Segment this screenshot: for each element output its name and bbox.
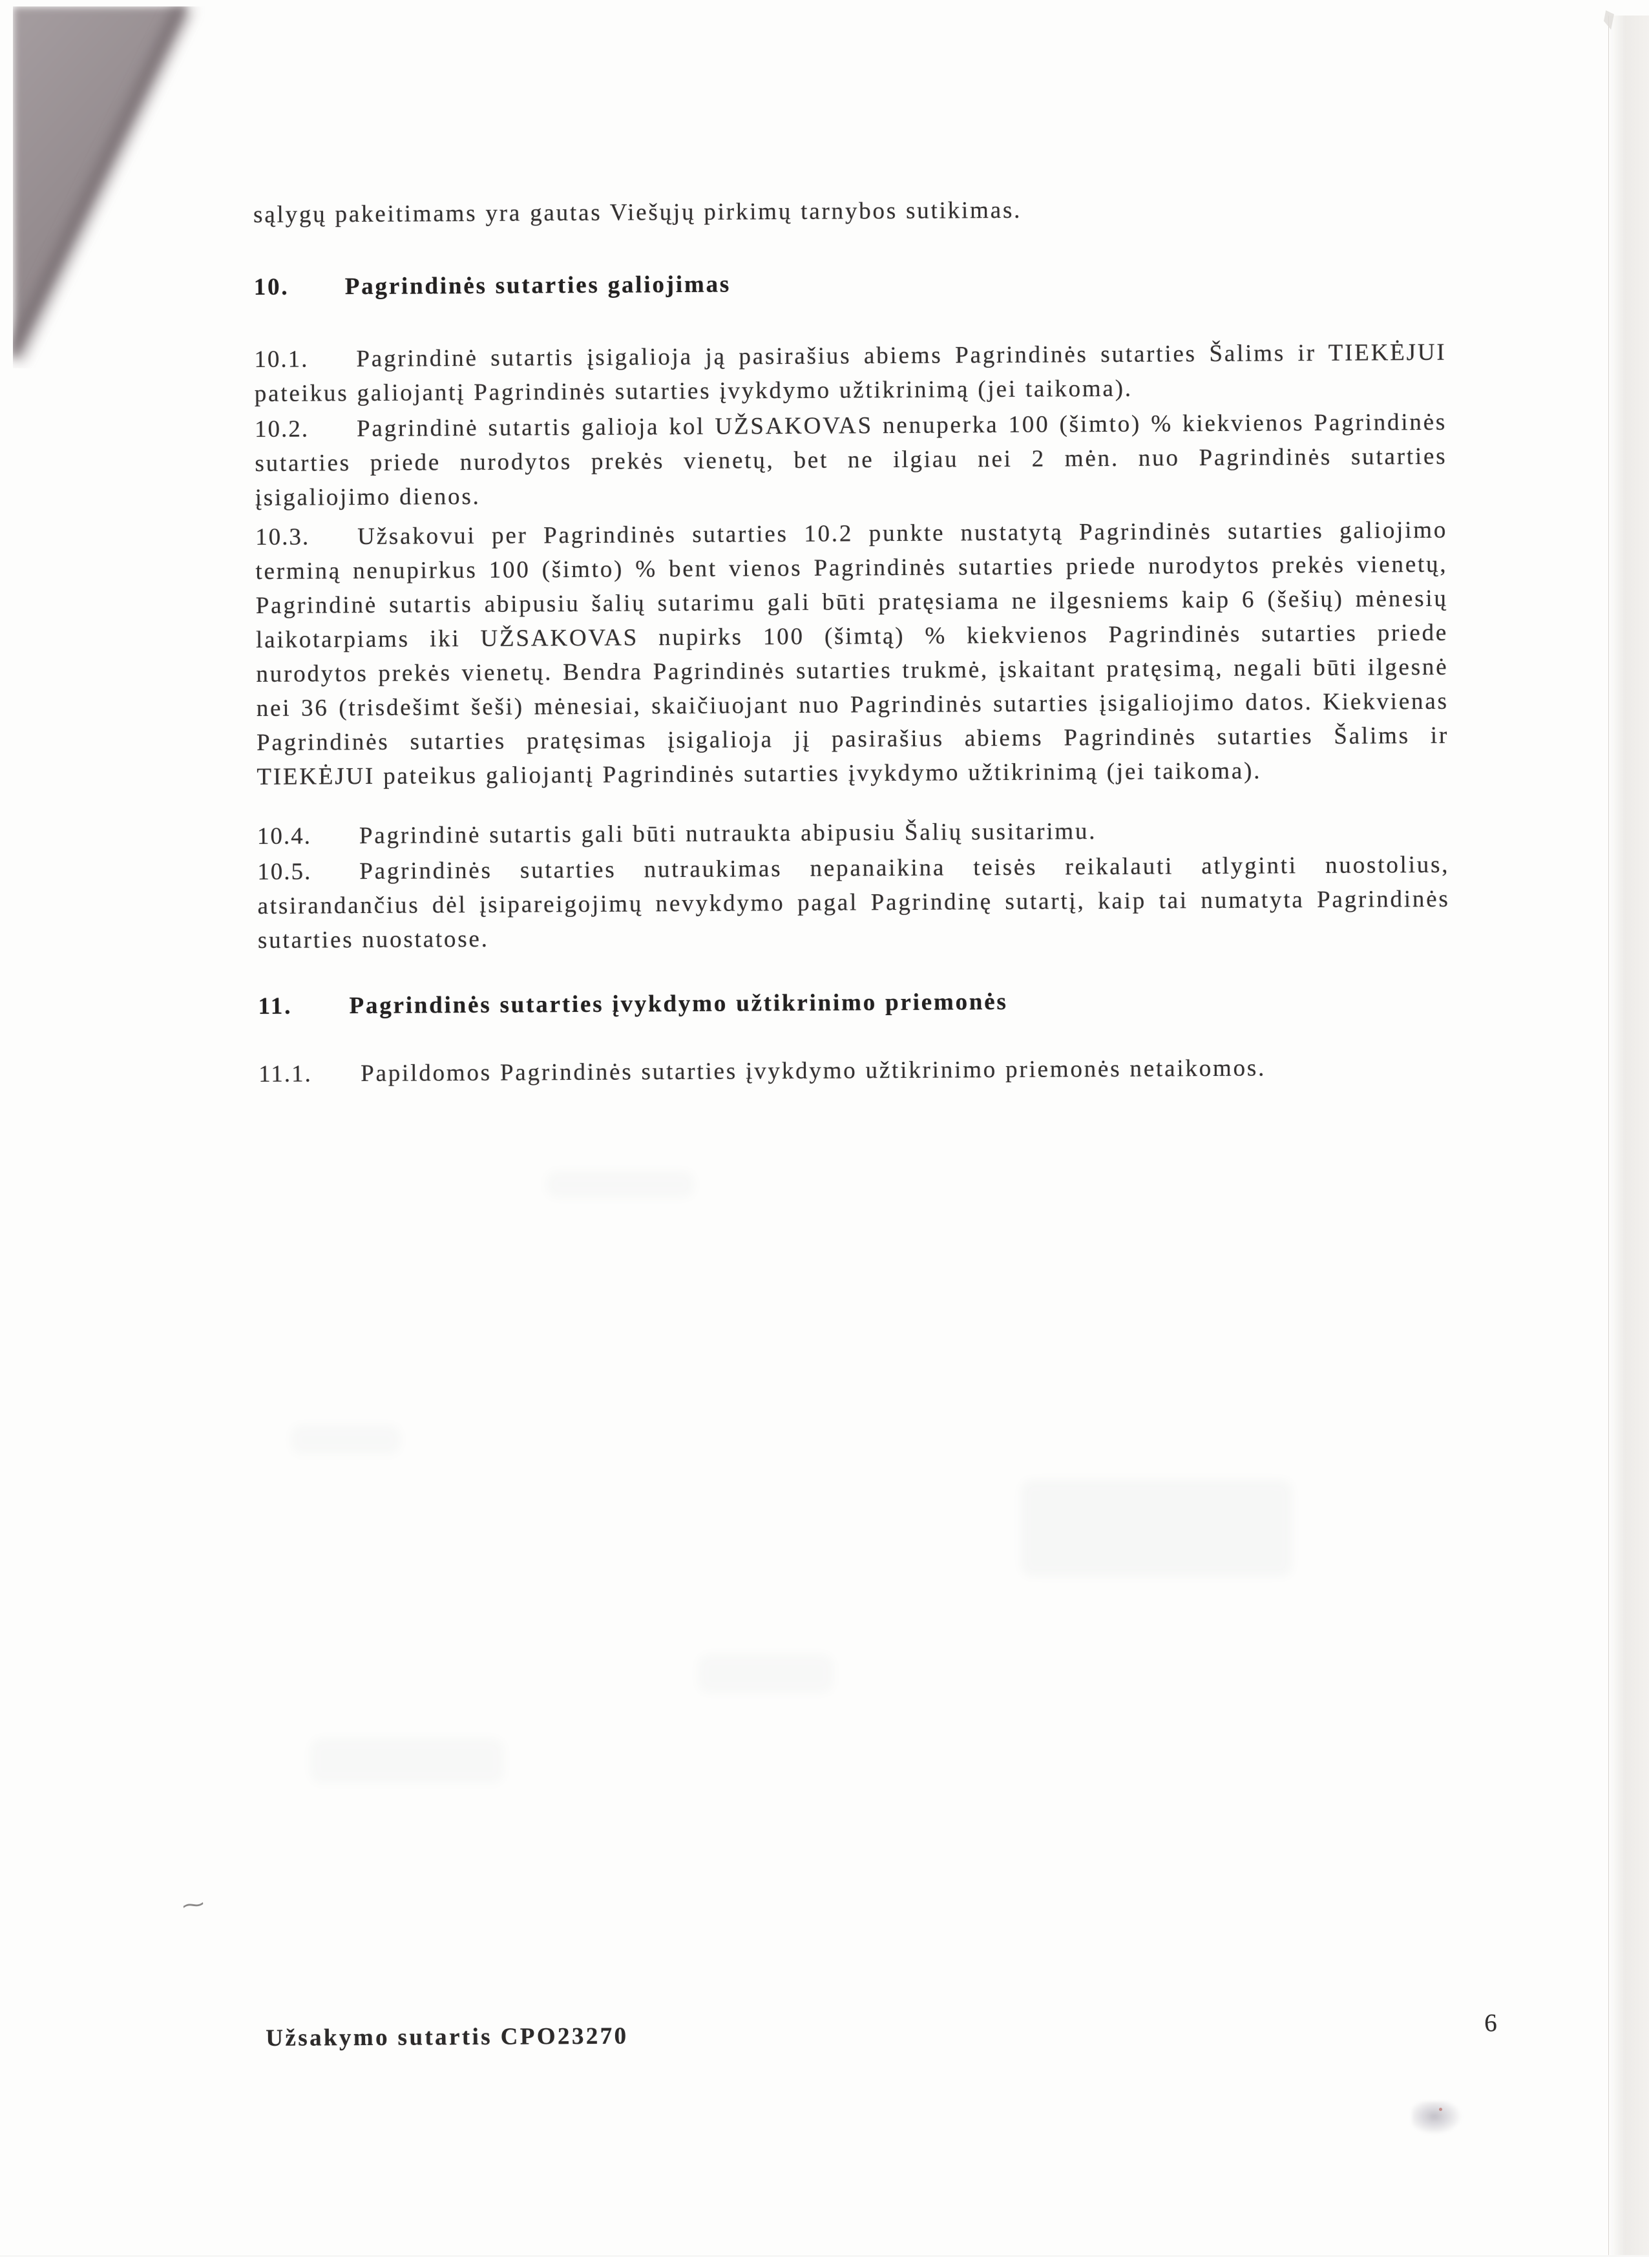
section-title: Pagrindinės sutarties įvykdymo užtikrinimo priemonės <box>349 988 1008 1020</box>
section-11-heading <box>258 982 1450 1024</box>
clause-10-3 <box>255 513 1449 794</box>
clause-10-5 <box>257 848 1450 958</box>
clause-number: 10.1. <box>254 346 309 373</box>
clause-text: Pagrindinė sutartis galioja kol UŽSAKOVAS nenuperka 100 (šimto) % kiekvienos Pagrindinės sutarties priede nurodytos prekės vienetų, bet ne ilgiau nei 2 mėn. nuo Pagrindinės sutarties įsigaliojimo dienos. <box>255 408 1447 512</box>
section-title: Pagrindinės sutarties galiojimas <box>344 271 731 300</box>
section-number: 10. <box>253 273 289 301</box>
clause-number: 10.3. <box>255 523 310 551</box>
clause-text: Pagrindinė sutartis įsigalioja ją pasirašius abiems Pagrindinės sutarties Šalims ir TIEKĖJUI pateikus galiojantį Pagrindinės sutarties įvykdymo užtikrinimą (jei taikoma). <box>254 339 1447 408</box>
section-10-heading <box>254 263 1446 304</box>
clause-text: Pagrindinė sutartis gali būti nutraukta abipusiu Šalių susitarimu. <box>359 818 1097 850</box>
page-number: 6 <box>1484 2009 1497 2037</box>
footer-document-label: Užsakymo sutartis CPO23270 <box>266 2022 629 2052</box>
clause-10-2 <box>255 405 1447 515</box>
intro-paragraph: sąlygų pakeitimams yra gautas Viešųjų pirkimų tarnybos sutikimas. <box>253 196 1022 229</box>
clause-number: 11.1. <box>258 1060 312 1088</box>
clause-text: Pagrindinės sutarties nutraukimas nepanaikina teisės reikalauti atlyginti nuostolius, atsirandančius dėl įsipareigojimų nevykdymo pagal Pagrindinę sutartį, kaip tai numatyta Pagrindinės sutarties nuostatose. <box>257 851 1450 954</box>
clause-text: Papildomos Pagrindinės sutarties įvykdymo užtikrinimo priemonės netaikomos. <box>361 1055 1266 1087</box>
clause-text: Užsakovui per Pagrindinės sutarties 10.2 punkte nustatytą Pagrindinės sutarties galiojimo terminą nenupirkus 100 (šimto) % bent vienos Pagrindinės sutarties priede nurodytos prekės vienetų, Pagrindinė sutartis abipusiu šalių sutarimu gali būti pratęsiama ne ilgesniems kaip 6 (šešių) mėnesių laikotarpiams iki UŽSAKOVAS nupirks 100 (šimtą) % kiekvienos Pagrindinės sutarties priede nurodytos prekės vienetų. Bendra Pagrindinės sutarties trukmė, įskaitant pratęsimą, negali būti ilgesnė nei 36 (trisdešimt šeši) mėnesiai, skaičiuojant nuo Pagrindinės sutarties įsigaliojimo datos. Kiekvienas Pagrindinės sutarties pratęsimas įsigalioja jį pasirašius abiems Pagrindinės sutarties Šalims ir TIEKĖJUI pateikus galiojantį Pagrindinės sutarties įvykdymo užtikrinimą (jei taikoma). <box>255 516 1449 791</box>
clause-10-1 <box>254 335 1447 411</box>
clause-number: 10.5. <box>257 858 312 886</box>
section-number: 11. <box>258 992 293 1020</box>
clause-number: 10.2. <box>254 415 310 443</box>
clause-11-1 <box>258 1050 1451 1091</box>
small-pen-mark: ⁓ <box>181 1891 205 1919</box>
clause-number: 10.4. <box>257 823 312 850</box>
clause-10-4 <box>257 812 1449 854</box>
